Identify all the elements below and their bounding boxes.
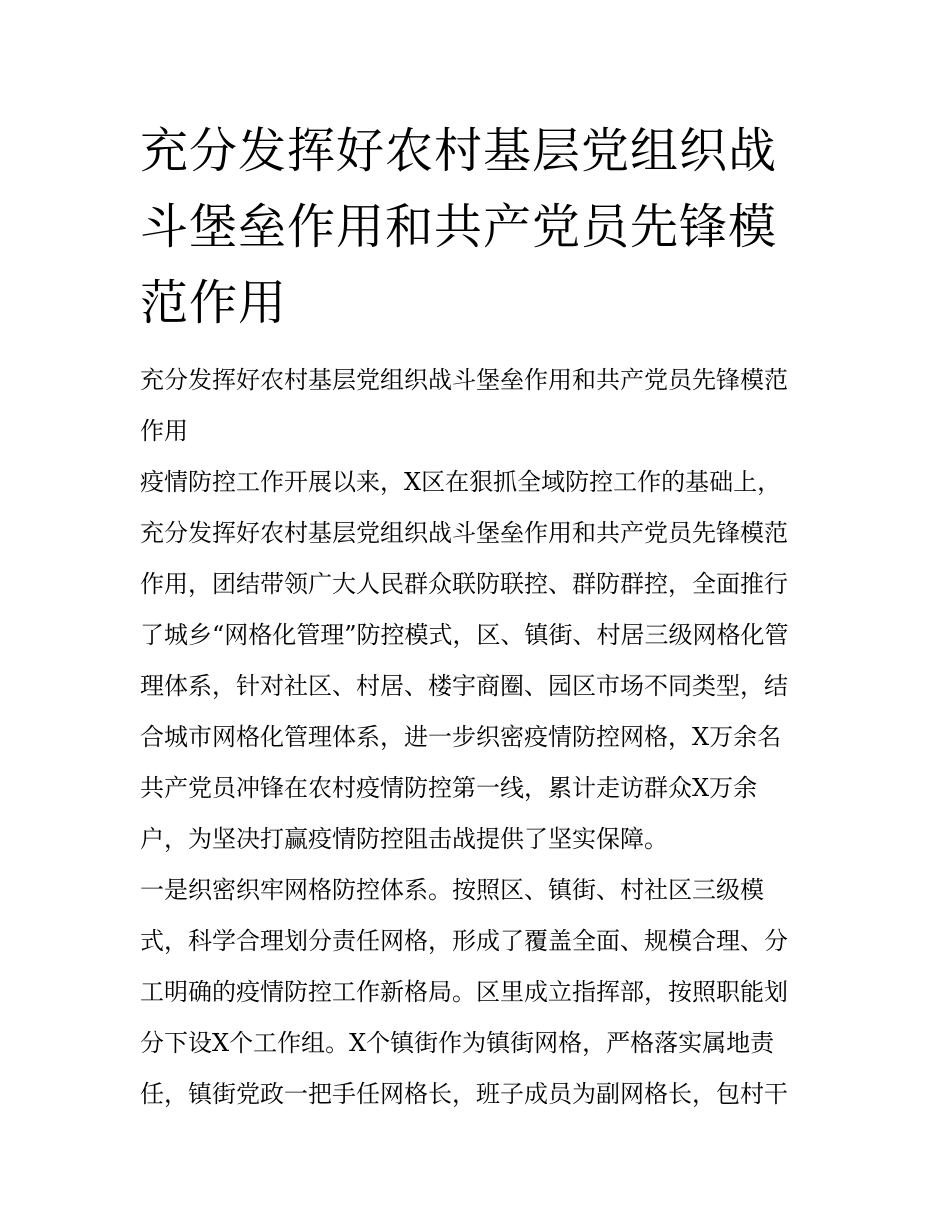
paragraph-subtitle: 充分发挥好农村基层党组织战斗堡垒作用和共产党员先锋模范 作用 <box>140 366 788 445</box>
document-title: 充分发挥好农村基层党组织战 斗堡垒作用和共产党员先锋模 范作用 <box>140 123 778 331</box>
paragraph-intro: 疫情防控工作开展以来，X区在狠抓全域防控工作的基础上， 充分发挥好农村基层党组织战斗堡垒作用和共产党员先锋模范 作用，团结带领广大人民群众联防联控、群防群控，全面推行 了城乡“网格化管理”防控模式，区、镇街、村居三级网格化管 理体系，针对社区、村居、楼宇商圈、园区市场不同类型，结 合城市网格化管理体系，进一步织密疫情防控网格，X万余名 共产党员冲锋在农村疫情防控第一线，累计走访群众X万余 户，为坚决打赢疫情防控阻击战提供了坚实保障。 <box>140 468 789 853</box>
paragraph-point-one: 一是织密织牢网格防控体系。按照区、镇街、村社区三级模 式，科学合理划分责任网格，形成了覆盖全面、规模合理、分 工明确的疫情防控工作新格局。区里成立指挥部，按照职能划 分下设X个工作组。X个镇街作为镇街网格，严格落实属地责 任，镇街党政一把手任网格长，班子成员为副网格长，包村干 <box>140 876 788 1108</box>
document-body <box>140 355 830 1120</box>
